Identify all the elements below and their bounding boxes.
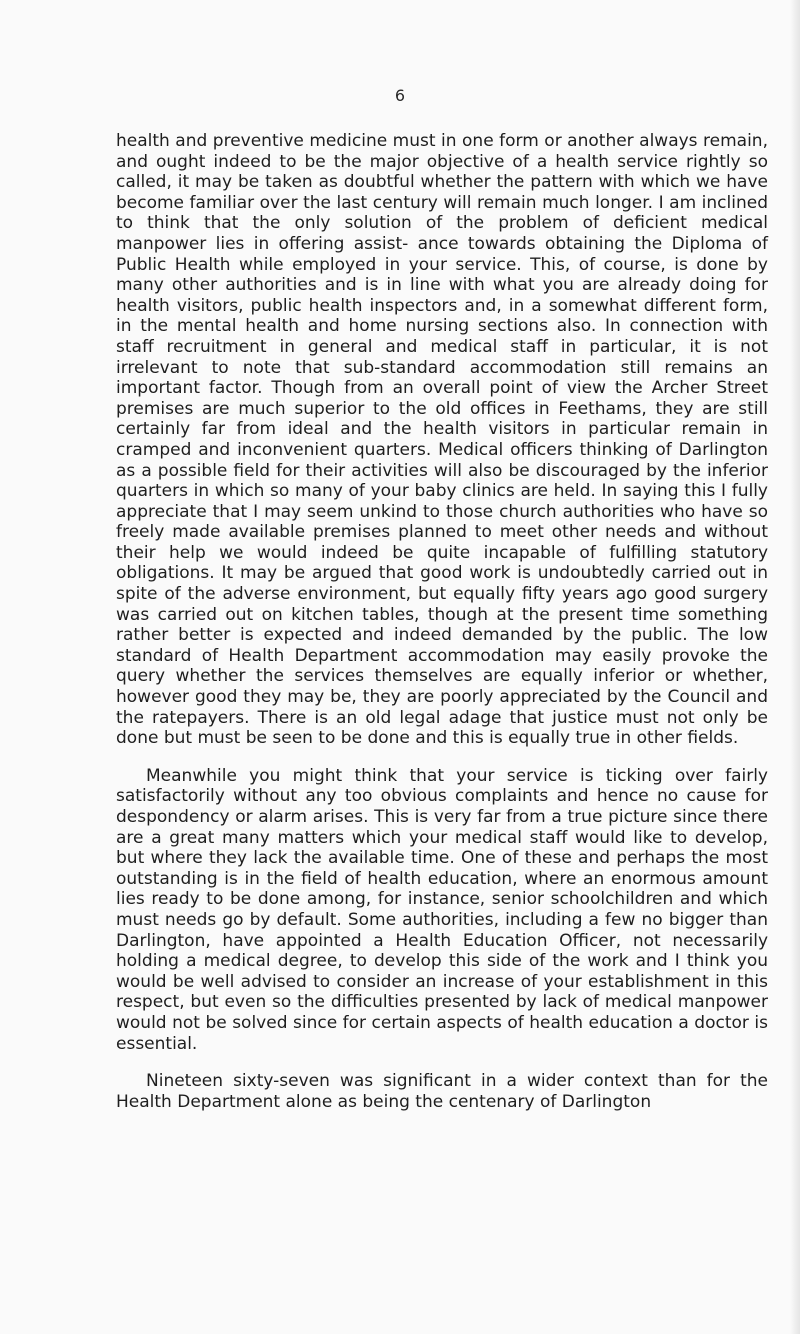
page-edge-shadow	[790, 0, 800, 1334]
page-number: 6	[394, 86, 406, 105]
paragraph-2: Meanwhile you might think that your service is ticking over fairly satisfactorily without any too obvious complaints and hence no cause for despondency or alarm arises. This is very far from a true picture since there are a great many matters which your medical staff would like to develop, but where they lack the available time. One of these and perhaps the most outstanding is in the field of health education, where an enormous amount lies ready to be done among, for instance, senior schoolchildren and which must needs go by default. Some authorities, including a few no bigger than Darlington, have appointed a Health Education Officer, not necessarily holding a medical degree, to develop this side of the work and I think you would be well advised to consider an increase of your establishment in this respect, but even so the difficulties presented by lack of medical manpower would not be solved since for certain aspects of health education a doctor is essential.	[116, 765, 768, 1054]
paragraph-3: Nineteen sixty-seven was significant in a wider context than for the Health Department alone as being the centenary of Darlington	[116, 1071, 768, 1112]
paragraph-1: health and preventive medicine must in one form or another always remain, and ought indeed to be the major objective of a health service rightly so called, it may be taken as doubtful whether the pattern with which we have become familiar over the last century will remain much longer. I am inclined to think that the only solution of the problem of deficient medical manpower lies in offering assist- ance towards obtaining the Diploma of Public Health while employed in your service. This, of course, is done by many other authorities and is in line with what you are already doing for health visitors, public health inspectors and, in a somewhat different form, in the mental health and home nursing sections also. In connection with staff recruitment in general and medical staff in particular, it is not irrelevant to note that sub-standard accommodation still remains an important factor. Though from an overall point of view the Archer Street premises are much superior to the old offices in Feethams, they are still certainly far from ideal and the health visitors in particular remain in cramped and inconvenient quarters. Medical officers thinking of Darlington as a possible field for their activities will also be discouraged by the inferior quarters in which so many of your baby clinics are held. In saying this I fully appreciate that I may seem unkind to those church authorities who have so freely made available premises planned to meet other needs and without their help we would indeed be quite incapable of fulfilling statutory obligations. It may be argued that good work is undoubtedly carried out in spite of the adverse environment, but equally fifty years ago good surgery was carried out on kitchen tables, though at the present time something rather better is expected and indeed demanded by the public. The low standard of Health Department accommodation may easily provoke the query whether the services themselves are equally inferior or whether, however good they may be, they are poorly appreciated by the Council and the ratepayers. There is an old legal adage that justice must not only be done but must be seen to be done and this is equally true in other fields.	[116, 131, 768, 749]
body-text	[116, 131, 768, 1112]
